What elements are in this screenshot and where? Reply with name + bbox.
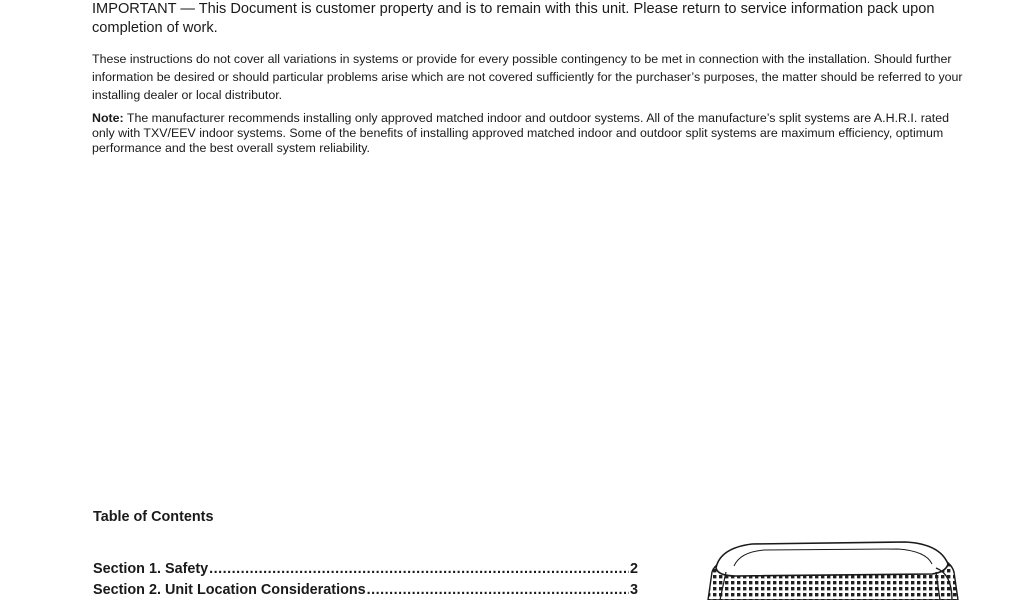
- note-label: Note:: [92, 111, 124, 125]
- toc-item-label: Section 2. Unit Location Considerations: [93, 582, 366, 598]
- toc-leader-dots: [209, 559, 629, 580]
- toc-leader-dots: [367, 580, 629, 601]
- toc-item-unit-location[interactable]: [93, 580, 638, 601]
- note-paragraph: [92, 111, 972, 156]
- important-notice: IMPORTANT — This Document is customer property and is to remain with this unit. Please return to service information pack upon completion of work.: [92, 1, 935, 36]
- toc-item-label: Section 1. Safety: [93, 561, 209, 577]
- toc-item-safety[interactable]: [93, 559, 638, 580]
- outdoor-unit-icon: [700, 538, 960, 600]
- toc-title: Table of Contents: [93, 509, 214, 525]
- toc-item-page: 3: [629, 582, 638, 598]
- toc-item-page: 2: [629, 561, 638, 577]
- table-of-contents: [93, 559, 638, 601]
- instructions-paragraph: These instructions do not cover all variations in systems or provide for every possible contingency to be met in connection with the installation. Should further information be desired or should particular problems arise which are not covered sufficiently for the purchaser’s purposes, the matter should be referred to your installing dealer or local distributor.: [92, 52, 963, 102]
- note-text: The manufacturer recommends installing only approved matched indoor and outdoor systems. All of the manufacture’s split systems are A.H.R.I. rated only with TXV/EEV indoor systems. Some of the benefits of installing approved matched indoor and outdoor split systems are maximum efficiency, optimum performance and the best overall system reliability.: [92, 111, 949, 155]
